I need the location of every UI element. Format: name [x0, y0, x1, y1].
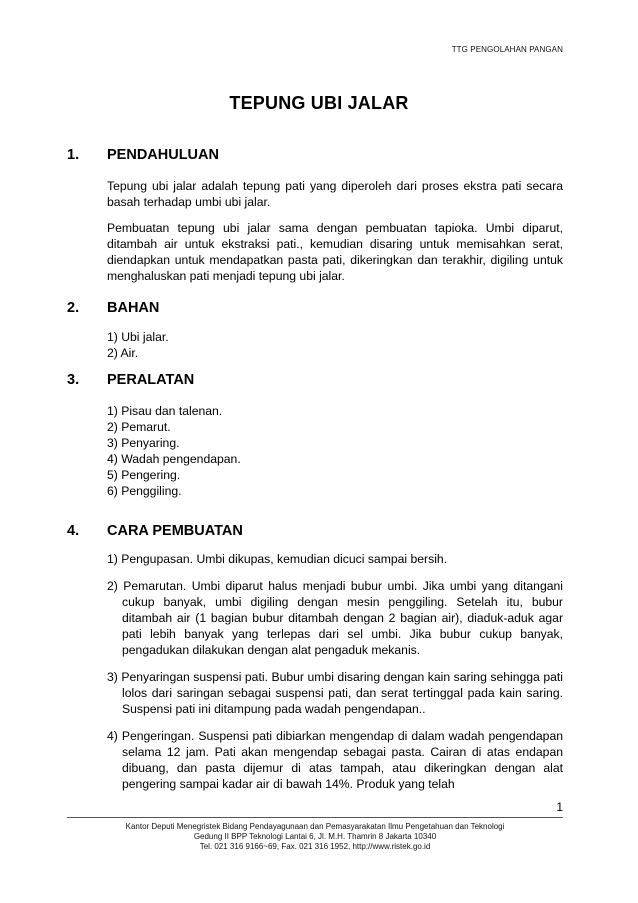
list-item: 2) Air. — [107, 346, 139, 360]
procedure-step: 2) Pemarutan. Umbi diparut halus menjadi bubur umbi. Jika umbi yang ditangani cukup banyak, umbi digiling dengan mesin penggiling. Setelah itu, bubur ditambah air (1 bagian bubur ditambah dengan 2 bagian air), diaduk-aduk agar pati lebih banyak yang terlepas dari sel umbi. Jika bubur cukup banyak, pengadukan dilakukan dengan alat pengaduk mekanis. — [107, 579, 563, 657]
section-heading-bahan — [67, 300, 159, 316]
list-item: 5) Pengering. — [107, 468, 181, 482]
footer — [67, 822, 563, 852]
list-item: 1) Ubi jalar. — [107, 330, 169, 344]
section-body-peralatan — [107, 403, 563, 499]
section-title: PERALATAN — [107, 372, 195, 388]
section-heading-peralatan — [67, 372, 194, 388]
list-item: 6) Penggiling. — [107, 484, 182, 498]
section-body-pendahuluan — [107, 178, 563, 284]
list-item: 1) Pisau dan talenan. — [107, 404, 223, 418]
footer-line: Tel. 021 316 9166~69, Fax. 021 316 1952, http://www.ristek.go.id — [199, 842, 431, 851]
section-body-cara-pembuatan — [107, 551, 563, 792]
section-number: 3. — [67, 372, 80, 388]
section-number: 2. — [67, 300, 80, 316]
procedure-step: 1) Pengupasan. Umbi dikupas, kemudian dicuci sampai bersih. — [107, 552, 448, 566]
list-item: 4) Wadah pengendapan. — [107, 452, 241, 466]
procedure-step: 4) Pengeringan. Suspensi pati dibiarkan mengendap di dalam wadah pengendapan selama 12 jam. Pati akan mengendap sebagai pasta. Cairan di atas endapan dibuang, dan pasta dijemur di atas tampah, atau dikeringkan dengan alat pengering sampai kadar air di bawah 14%. Produk yang telah — [107, 729, 563, 791]
section-number: 4. — [67, 523, 80, 539]
page-number: 1 — [556, 800, 563, 814]
section-title: PENDAHULUAN — [107, 147, 219, 163]
list-item: 2) Pemarut. — [107, 420, 171, 434]
section-title: CARA PEMBUATAN — [107, 523, 243, 539]
footer-divider — [67, 817, 563, 818]
section-heading-pendahuluan — [67, 147, 219, 163]
paragraph: Pembuatan tepung ubi jalar sama dengan pembuatan tapioka. Umbi diparut, ditambah air untuk ekstraksi pati., kemudian disaring untuk memisahkan serat, diendapkan untuk mendapatkan pasta pati, dikeringkan dan terakhir, digiling untuk menghaluskan pati menjadi tepung ubi jalar. — [107, 221, 563, 283]
section-number: 1. — [67, 147, 80, 163]
page-title: TEPUNG UBI JALAR — [229, 93, 409, 113]
section-body-bahan — [107, 329, 563, 361]
footer-line: Kantor Deputi Menegristek Bidang Pendayagunaan dan Pemasyarakatan Ilmu Pengetahuan dan Teknologi — [125, 822, 505, 831]
footer-line: Gedung II BPP Teknologi Lantai 6, Jl. M.H. Thamrin 8 Jakarta 10340 — [193, 832, 437, 841]
section-heading-cara-pembuatan — [67, 523, 243, 539]
procedure-step: 3) Penyaringan suspensi pati. Bubur umbi disaring dengan kain saring sehingga pati lolos dari saringan sebagai suspensi pati, dan serat tertinggal pada kain saring. Suspensi pati ini ditampung pada wadah pengendapan.. — [107, 670, 563, 716]
section-title: BAHAN — [107, 300, 160, 316]
list-item: 3) Penyaring. — [107, 436, 180, 450]
running-header: TTG PENGOLAHAN PANGAN — [451, 45, 563, 54]
paragraph: Tepung ubi jalar adalah tepung pati yang diperoleh dari proses ekstra pati secara basah terhadap umbi ubi jalar. — [107, 179, 563, 209]
